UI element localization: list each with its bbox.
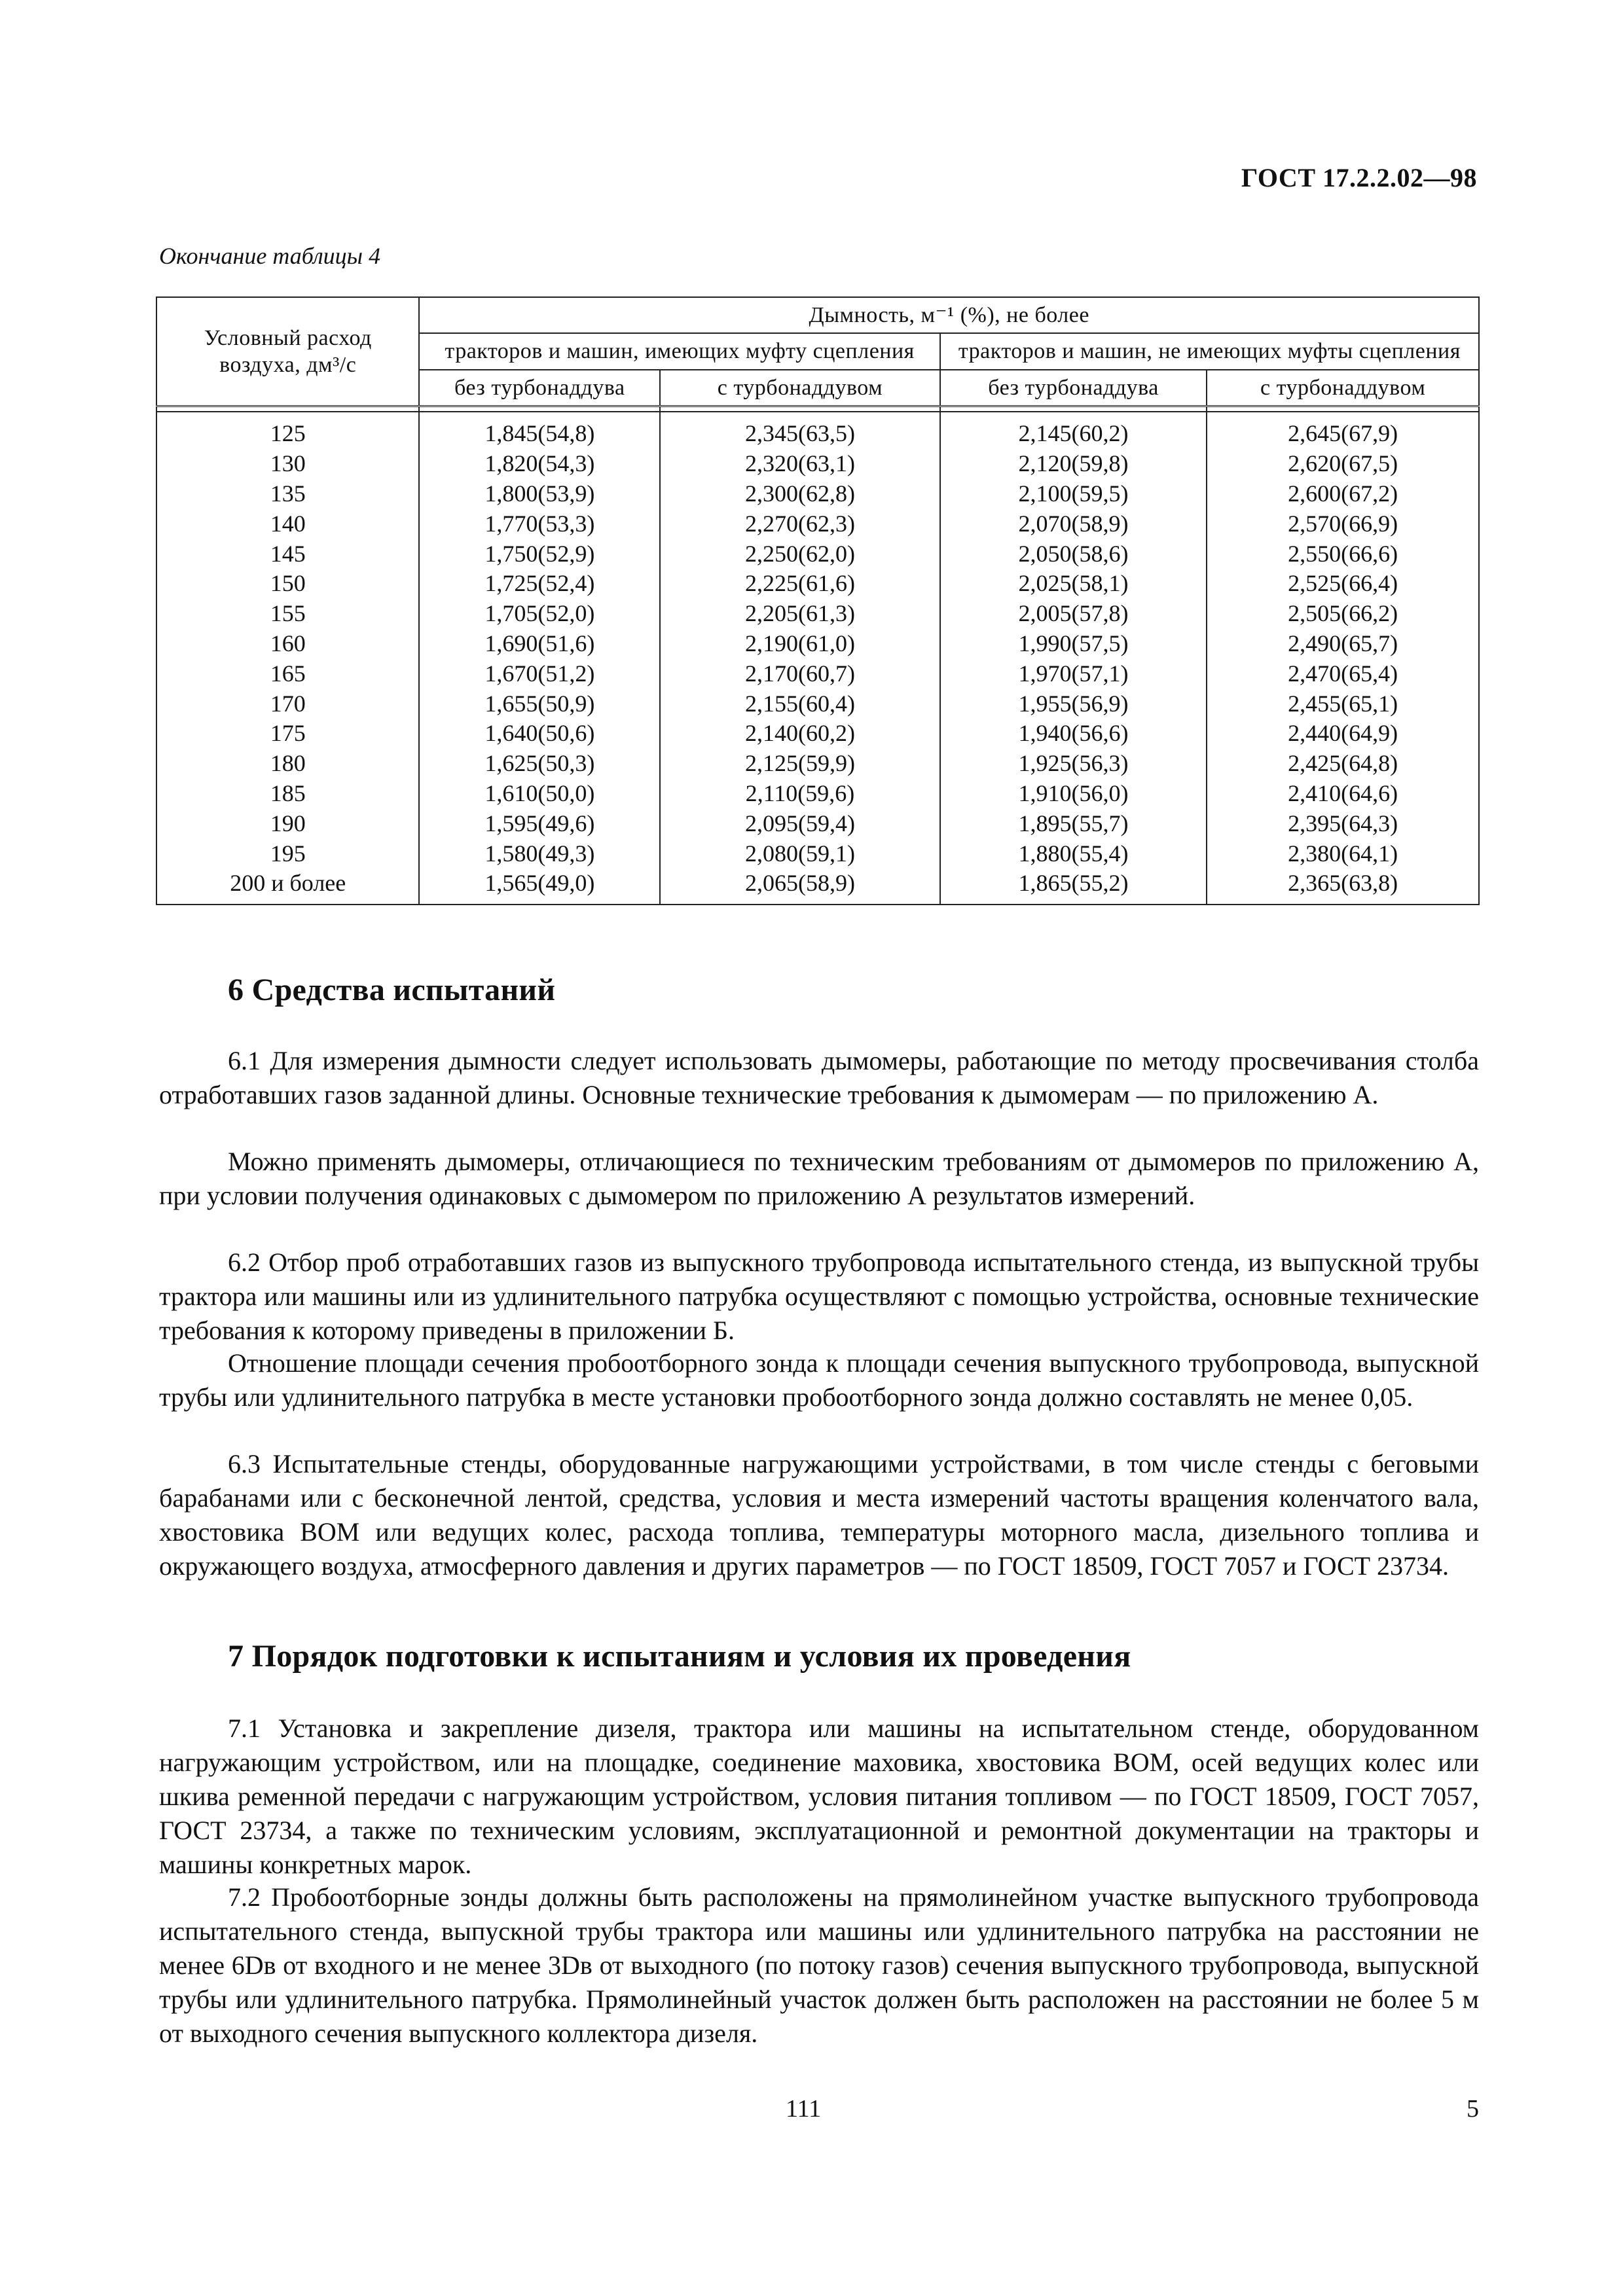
table-row — [156, 509, 1479, 539]
smoke-value-cell: 1,910(56,0) — [940, 779, 1207, 809]
table-row — [156, 809, 1479, 839]
smoke-value-cell: 2,170(60,7) — [660, 659, 940, 689]
smoke-value-cell: 2,190(61,0) — [660, 629, 940, 659]
smoke-value-cell: 1,655(50,9) — [419, 689, 660, 719]
smoke-value-cell: 1,640(50,6) — [419, 719, 660, 749]
smoke-value-cell: 2,600(67,2) — [1207, 479, 1479, 509]
airflow-cell: 155 — [156, 599, 419, 629]
table-row — [156, 629, 1479, 659]
smoke-value-cell: 2,065(58,9) — [660, 869, 940, 905]
smoke-value-cell: 2,300(62,8) — [660, 479, 940, 509]
paragraph: 7.1 Установка и закрепление дизеля, трактора или машины на испытательном стенде, оборудованном нагружающим устройством, или на площадке, соединение маховика, хвостовика ВОМ, осей ведущих колес или шкива ременной передачи с нагружающим устройством, условия питания топливом — по ГОСТ 18509, ГОСТ 7057, ГОСТ 23734, а также по техническим условиям, эксплуатационной и ремонтной документации на тракторы и машины конкретных марок. — [159, 1713, 1479, 1879]
smoke-value-cell: 2,080(59,1) — [660, 839, 940, 869]
airflow-cell: 130 — [156, 449, 419, 479]
smoke-value-cell: 1,865(55,2) — [940, 869, 1207, 905]
table-body — [156, 412, 1479, 905]
airflow-cell: 195 — [156, 839, 419, 869]
smoke-value-cell: 2,005(57,8) — [940, 599, 1207, 629]
table-row — [156, 719, 1479, 749]
smoke-value-cell: 2,050(58,6) — [940, 539, 1207, 569]
col-header: без турбонаддува — [419, 370, 660, 406]
smoke-value-cell: 1,955(56,9) — [940, 689, 1207, 719]
paragraph: Отношение площади сечения пробоотборного зонда к площади сечения выпускного трубопровода, выпускной трубы или удлинительного патрубка в месте установки пробоотборного зонда должно составлять не менее 0,05. — [159, 1348, 1479, 1412]
smoke-value-cell: 1,880(55,4) — [940, 839, 1207, 869]
col-header: с турбонаддувом — [1207, 370, 1479, 406]
smoke-value-cell: 1,625(50,3) — [419, 749, 660, 779]
smoke-value-cell: 2,440(64,9) — [1207, 719, 1479, 749]
smoke-value-cell: 2,505(66,2) — [1207, 599, 1479, 629]
airflow-cell: 200 и более — [156, 869, 419, 905]
smoke-value-cell: 1,565(49,0) — [419, 869, 660, 905]
document-code: ГОСТ 17.2.2.02—98 — [1241, 163, 1477, 192]
smoke-value-cell: 1,925(56,3) — [940, 749, 1207, 779]
smoke-value-cell: 2,365(63,8) — [1207, 869, 1479, 905]
smoke-value-cell: 2,095(59,4) — [660, 809, 940, 839]
col-airflow-header: Условный расход воздуха, дм³/с — [156, 297, 419, 406]
col-header: без турбонаддува — [940, 370, 1207, 406]
airflow-cell: 140 — [156, 509, 419, 539]
smoke-table — [156, 296, 1480, 905]
smoke-value-cell: 2,110(59,6) — [660, 779, 940, 809]
smoke-value-cell: 2,525(66,4) — [1207, 569, 1479, 599]
smoke-value-cell: 1,725(52,4) — [419, 569, 660, 599]
airflow-cell: 190 — [156, 809, 419, 839]
smoke-value-cell: 2,025(58,1) — [940, 569, 1207, 599]
table-row — [156, 839, 1479, 869]
smoke-value-cell: 1,705(52,0) — [419, 599, 660, 629]
smoke-value-cell: 2,070(58,9) — [940, 509, 1207, 539]
subgroup-without-clutch: тракторов и машин, не имеющих муфты сцепления — [940, 333, 1479, 369]
smoke-value-cell: 2,205(61,3) — [660, 599, 940, 629]
smoke-value-cell: 1,940(56,6) — [940, 719, 1207, 749]
smoke-value-cell: 1,970(57,1) — [940, 659, 1207, 689]
table-row — [156, 599, 1479, 629]
smoke-group-header: Дымность, м⁻¹ (%), не более — [419, 297, 1479, 333]
smoke-value-cell: 2,140(60,2) — [660, 719, 940, 749]
smoke-value-cell: 2,490(65,7) — [1207, 629, 1479, 659]
smoke-value-cell: 1,750(52,9) — [419, 539, 660, 569]
section-6-heading: 6 Средства испытаний — [228, 973, 556, 1007]
smoke-value-cell: 2,645(67,9) — [1207, 412, 1479, 449]
smoke-value-cell: 1,820(54,3) — [419, 449, 660, 479]
table-row — [156, 479, 1479, 509]
table-row — [156, 779, 1479, 809]
smoke-value-cell: 2,250(62,0) — [660, 539, 940, 569]
smoke-value-cell: 1,845(54,8) — [419, 412, 660, 449]
subgroup-with-clutch: тракторов и машин, имеющих муфту сцепления — [419, 333, 939, 369]
airflow-cell: 125 — [156, 412, 419, 449]
table-row — [156, 659, 1479, 689]
paragraph: Можно применять дымомеры, отличающиеся по техническим требованиям от дымомеров по приложению А, при условии получения одинаковых с дымомером по приложению А результатов измерений. — [159, 1147, 1479, 1210]
table-row — [156, 412, 1479, 449]
smoke-value-cell: 1,895(55,7) — [940, 809, 1207, 839]
smoke-value-cell: 1,990(57,5) — [940, 629, 1207, 659]
smoke-value-cell: 2,100(59,5) — [940, 479, 1207, 509]
table-row — [156, 539, 1479, 569]
smoke-value-cell: 1,690(51,6) — [419, 629, 660, 659]
smoke-value-cell: 1,610(50,0) — [419, 779, 660, 809]
table-caption: Окончание таблицы 4 — [159, 243, 381, 269]
smoke-value-cell: 2,620(67,5) — [1207, 449, 1479, 479]
smoke-value-cell: 2,270(62,3) — [660, 509, 940, 539]
smoke-value-cell: 2,395(64,3) — [1207, 809, 1479, 839]
table-row — [156, 569, 1479, 599]
col-header: с турбонаддувом — [660, 370, 940, 406]
paragraph: 6.1 Для измерения дымности следует использовать дымомеры, работающие по методу просвечивания столба отработавших газов заданной длины. Основные технические требования к дымомерам — по приложению А. — [159, 1046, 1479, 1109]
airflow-cell: 175 — [156, 719, 419, 749]
paragraph: 7.2 Пробоотборные зонды должны быть расположены на прямолинейном участке выпускного трубопровода испытательного стенда, выпускной трубы трактора или машины или удлинительного патрубка на расстоянии не менее 6Dв от входного и не менее 3Dв от выходного (по потоку газов) сечения выпускного трубопровода, выпускной трубы или удлинительного патрубка. Прямолинейный участок должен быть расположен на расстоянии не более 5 м от выходного сечения выпускного коллектора дизеля. — [159, 1882, 1479, 2048]
smoke-value-cell: 1,770(53,3) — [419, 509, 660, 539]
smoke-value-cell: 2,455(65,1) — [1207, 689, 1479, 719]
paragraph: 6.2 Отбор проб отработавших газов из выпускного трубопровода испытательного стенда, из выпускной трубы трактора или машины или из удлинительного патрубка осуществляют с помощью устройства, основные технические требования к которому приведены в приложении Б. — [159, 1247, 1479, 1345]
smoke-value-cell: 2,155(60,4) — [660, 689, 940, 719]
airflow-cell: 160 — [156, 629, 419, 659]
smoke-value-cell: 2,120(59,8) — [940, 449, 1207, 479]
airflow-cell: 185 — [156, 779, 419, 809]
airflow-cell: 145 — [156, 539, 419, 569]
smoke-value-cell: 2,380(64,1) — [1207, 839, 1479, 869]
airflow-cell: 150 — [156, 569, 419, 599]
smoke-value-cell: 2,145(60,2) — [940, 412, 1207, 449]
airflow-cell: 165 — [156, 659, 419, 689]
table-row — [156, 869, 1479, 905]
smoke-value-cell: 2,470(65,4) — [1207, 659, 1479, 689]
smoke-value-cell: 2,225(61,6) — [660, 569, 940, 599]
smoke-value-cell: 2,425(64,8) — [1207, 749, 1479, 779]
page-number-center: 111 — [786, 2095, 822, 2123]
smoke-value-cell: 1,580(49,3) — [419, 839, 660, 869]
page-number-right: 5 — [1467, 2095, 1479, 2123]
table-row — [156, 749, 1479, 779]
smoke-value-cell: 1,670(51,2) — [419, 659, 660, 689]
airflow-cell: 180 — [156, 749, 419, 779]
airflow-cell: 135 — [156, 479, 419, 509]
smoke-value-cell: 2,550(66,6) — [1207, 539, 1479, 569]
table-row — [156, 449, 1479, 479]
section-7-heading: 7 Порядок подготовки к испытаниям и условия их проведения — [228, 1639, 1131, 1674]
smoke-value-cell: 1,800(53,9) — [419, 479, 660, 509]
smoke-value-cell: 2,320(63,1) — [660, 449, 940, 479]
table-row — [156, 689, 1479, 719]
smoke-value-cell: 2,570(66,9) — [1207, 509, 1479, 539]
smoke-value-cell: 2,410(64,6) — [1207, 779, 1479, 809]
smoke-value-cell: 1,595(49,6) — [419, 809, 660, 839]
paragraph: 6.3 Испытательные стенды, оборудованные нагружающими устройствами, в том числе стенды с беговыми барабанами или с бесконечной лентой, средства, условия и места измерений частоты вращения коленчатого вала, хвостовика ВОМ или ведущих колес, расхода топлива, температуры моторного масла, дизельного топлива и окружающего воздуха, атмосферного давления и других параметров — по ГОСТ 18509, ГОСТ 7057 и ГОСТ 23734. — [159, 1449, 1479, 1581]
airflow-cell: 170 — [156, 689, 419, 719]
smoke-value-cell: 2,345(63,5) — [660, 412, 940, 449]
smoke-value-cell: 2,125(59,9) — [660, 749, 940, 779]
